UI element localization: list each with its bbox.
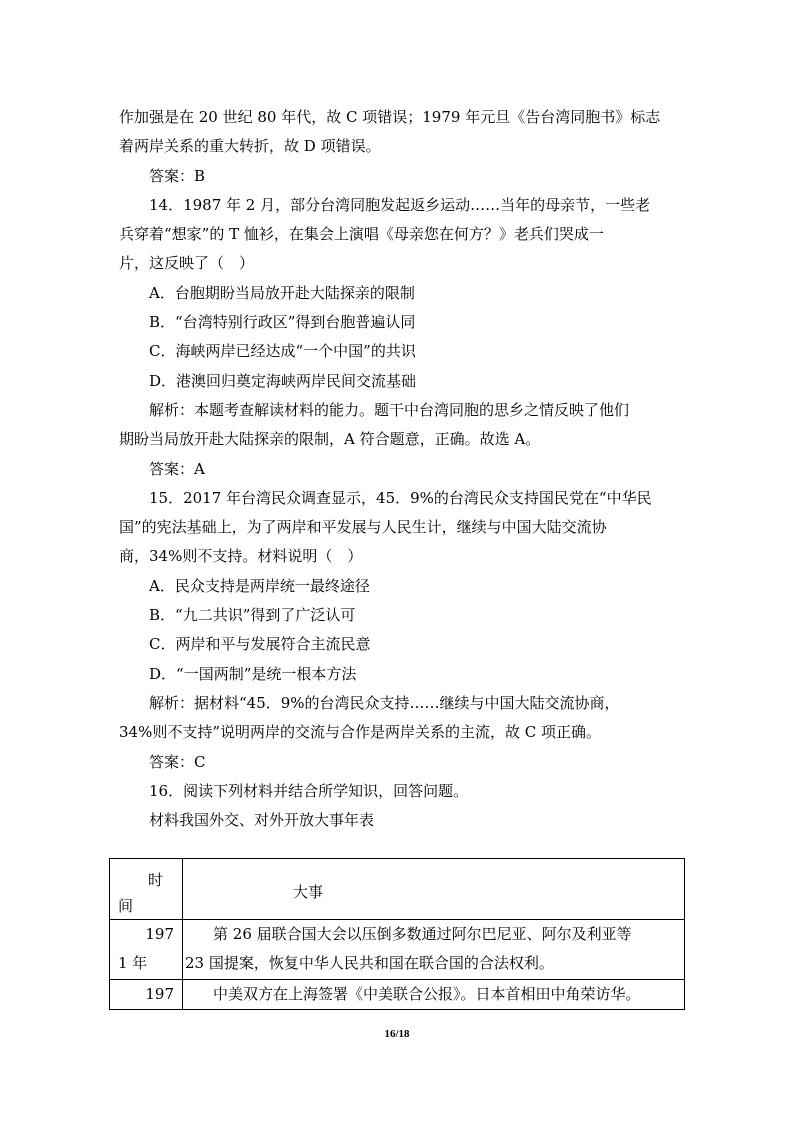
table-header-row [110,859,685,920]
question-14-stem: 兵穿着“想家”的 T 恤衫，在集会上演唱《母亲您在何方？》老兵们哭成一 [119,225,604,244]
events-table [109,858,685,1010]
answer-line: 答案：C [149,752,206,771]
text-line: 作加强是在 20 世纪 80 年代，故 C 项错误；1979 年元旦《告台湾同胞书》标志 [119,108,661,126]
analysis-line: 期盼当局放开赴大陆探亲的限制，A 符合题意，正确。故选 A。 [119,430,541,449]
event-text: 第 26 届联合国大会以压倒多数通过阿尔巴尼亚、阿尔及利亚等 [213,925,632,943]
year-text: 197 [145,925,175,943]
event-text: 中美双方在上海签署《中美联合公报》。日本首相田中角荣访华。 [213,985,641,1003]
answer-line: 答案：A [149,459,205,478]
year-text: 197 [145,985,175,1003]
year-cell [110,980,183,1010]
year-text: 1 年 [118,954,148,972]
question-15-option-a: A．民众支持是两岸统一最终途径 [149,576,370,595]
page-number: 16/18 [384,1028,410,1040]
table-row [110,920,685,980]
body-text [119,103,679,835]
question-14-option-b: B．“台湾特别行政区”得到台胞普遍认同 [149,313,416,332]
question-16-stem: 16．阅读下列材料并结合所学知识，回答问题。 [149,781,469,800]
text-line: 着两岸关系的重大转折，故 D 项错误。 [119,137,381,156]
year-cell [110,920,183,980]
table-row [110,980,685,1010]
question-15-option-b: B．“九二共识”得到了广泛认可 [149,606,356,625]
question-15-stem: 商，34%则不支持。材料说明（ ） [119,547,363,566]
header-time-cell [110,859,183,920]
question-15-option-d: D．“一国两制”是统一根本方法 [149,664,357,683]
analysis-line: 34%则不支持”说明两岸的交流与合作是两岸关系的主流，故 C 项正确。 [119,723,602,742]
header-time-label: 时 [148,871,164,889]
question-15-stem: 国”的宪法基础上，为了两岸和平发展与人民生计，继续与中国大陆交流协 [119,518,607,537]
analysis-line: 解析：据材料“45．9%的台湾民众支持……继续与中国大陆交流协商， [149,693,620,712]
event-cell [183,920,685,980]
analysis-line: 解析：本题考查解读材料的能力。题干中台湾同胞的思乡之情反映了他们 [149,400,630,419]
question-14-stem: 片，这反映了（ ） [119,254,255,273]
header-event-cell [183,859,685,920]
header-time-label: 间 [118,897,134,915]
answer-line: 答案：B [149,166,206,185]
event-cell [183,980,685,1010]
question-14-option-c: C．海峡两岸已经达成“一个中国”的共识 [149,342,416,361]
material-title: 材料我国外交、对外开放大事年表 [149,811,375,830]
header-event-label: 大事 [293,883,324,901]
question-15-stem: 15．2017 年台湾民众调查显示，45．9%的台湾民众支持国民党在“中华民 [149,488,652,507]
question-14-option-a: A．台胞期盼当局放开赴大陆探亲的限制 [149,283,415,302]
question-14-stem: 14．1987 年 2 月，部分台湾同胞发起返乡运动……当年的母亲节，一些老 [149,195,651,214]
question-15-option-c: C．两岸和平与发展符合主流民意 [149,635,371,654]
question-14-option-d: D．港澳回归奠定海峡两岸民间交流基础 [149,371,417,390]
event-text: 23 国提案，恢复中华人民共和国在联合国的合法权利。 [185,954,554,972]
